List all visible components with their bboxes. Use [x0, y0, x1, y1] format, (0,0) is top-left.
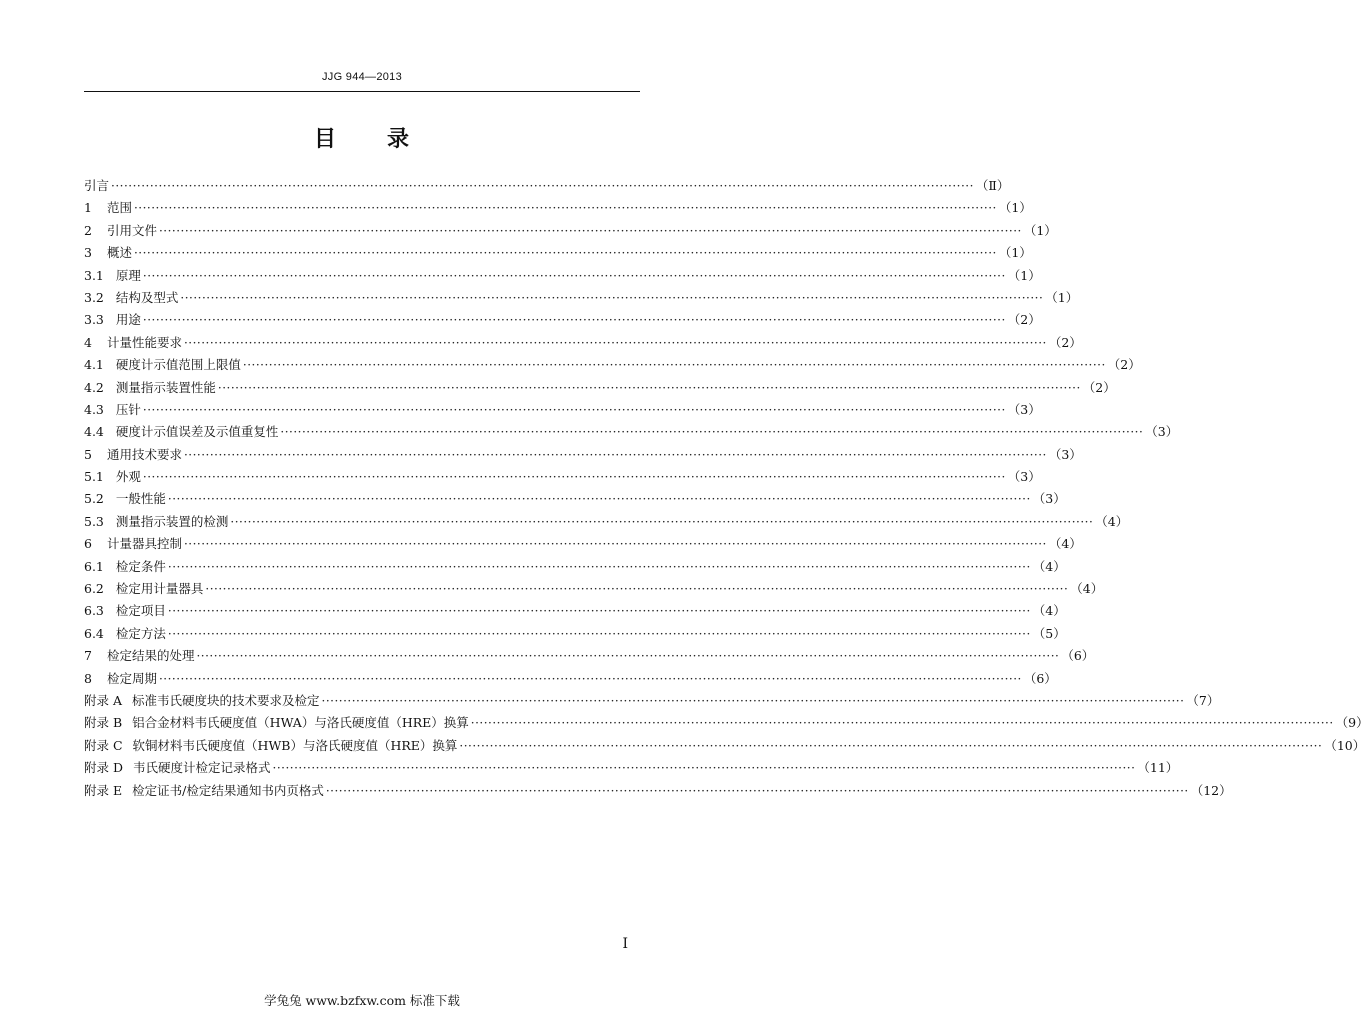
toc-entry[interactable]	[84, 377, 1116, 399]
toc-entry-label: 检定周期	[106, 670, 157, 686]
toc-entry-label: 检定结果的处理	[106, 648, 195, 664]
toc-entry[interactable]	[84, 175, 1010, 197]
toc-entry-number: 附录 B	[84, 715, 123, 731]
toc-entry-label: 外观	[115, 469, 141, 485]
toc-entry-number: 4.2	[84, 379, 104, 395]
toc-entry-page: （1）	[1007, 267, 1041, 283]
toc-entry-number: 6	[84, 536, 92, 552]
toc-entry-number: 5	[84, 446, 92, 462]
toc-leader-dots: ········································································································································································································	[158, 223, 1022, 238]
toc-leader-dots: ········································································································································································································	[242, 358, 1106, 373]
toc-entry-number: 4.3	[84, 401, 104, 417]
toc-entry-label: 检定证书/检定结果通知书内页格式	[132, 782, 324, 798]
toc-entry[interactable]	[84, 578, 1104, 600]
toc-entry[interactable]	[84, 444, 1082, 466]
toc-entry[interactable]	[84, 780, 1232, 802]
toc-entry-number: 4	[84, 334, 92, 350]
toc-entry-label: 范围	[106, 200, 132, 216]
page-title	[0, 122, 724, 153]
toc-leader-dots: ········································································································································································································	[183, 537, 1047, 552]
toc-entry[interactable]	[84, 533, 1082, 555]
toc-entry-label: 引言	[84, 178, 110, 193]
toc-leader-dots: ········································································································································································································	[111, 179, 974, 193]
toc-entry-number: 3.2	[84, 289, 104, 305]
toc-entry-page: （1）	[1023, 222, 1057, 238]
toc-entry-number: 8	[84, 670, 92, 686]
toc-entry-number: 1	[84, 200, 92, 216]
toc-entry-page: （9）	[1335, 715, 1369, 731]
toc-entry-number: 3.3	[84, 312, 104, 328]
toc-entry-page: （7）	[1186, 692, 1220, 708]
toc-entry-number: 附录 A	[84, 692, 123, 708]
toc-entry-page: （1）	[1045, 289, 1079, 305]
table-of-contents	[84, 175, 1369, 802]
toc-entry-label: 检定项目	[115, 603, 166, 619]
toc-entry-number: 4.4	[84, 424, 104, 440]
toc-entry-number: 附录 E	[84, 782, 123, 798]
toc-entry-page: （3）	[1032, 491, 1066, 507]
toc-entry[interactable]	[84, 600, 1066, 622]
toc-leader-dots: ········································································································································································································	[325, 783, 1189, 798]
toc-entry-page: （5）	[1032, 625, 1066, 641]
toc-entry-label: 通用技术要求	[106, 446, 182, 462]
header-divider	[84, 91, 640, 92]
toc-entry-label: 软铜材料韦氏硬度值（HWB）与洛氏硬度值（HRE）换算	[132, 737, 458, 753]
watermark-text: 学兔兔 www.bzfxw.com 标准下载	[264, 993, 460, 1008]
toc-leader-dots: ········································································································································································································	[459, 738, 1323, 753]
toc-leader-dots: ········································································································································································································	[321, 693, 1185, 708]
toc-entry-number: 6.3	[84, 603, 104, 619]
toc-entry-number: 6.4	[84, 625, 104, 641]
toc-entry-number: 6.1	[84, 558, 104, 574]
toc-entry-page: （3）	[1145, 424, 1179, 440]
toc-entry[interactable]	[84, 488, 1066, 510]
toc-entry-page: （3）	[1007, 401, 1041, 417]
document-code: JJG 944—2013	[321, 71, 403, 83]
toc-entry[interactable]	[84, 623, 1066, 645]
toc-entry-label: 测量指示装置性能	[115, 379, 216, 395]
toc-entry-number: 5.3	[84, 513, 104, 529]
toc-entry-page: （1）	[998, 245, 1032, 261]
toc-entry-label: 检定方法	[115, 625, 166, 641]
toc-entry-page: （4）	[1095, 513, 1129, 529]
toc-entry-label: 韦氏硬度计检定记录格式	[133, 760, 271, 776]
toc-entry-number: 3.1	[84, 267, 104, 283]
toc-entry-label: 计量器具控制	[106, 536, 182, 552]
toc-entry[interactable]	[84, 645, 1095, 667]
toc-entry[interactable]	[84, 309, 1041, 331]
toc-entry[interactable]	[84, 511, 1129, 533]
toc-entry-number: 3	[84, 245, 92, 261]
toc-entry-number: 6.2	[84, 581, 104, 597]
toc-entry-page: （4）	[1032, 603, 1066, 619]
toc-leader-dots: ········································································································································································································	[167, 604, 1031, 619]
toc-entry[interactable]	[84, 668, 1057, 690]
toc-entry-page: （4）	[1070, 581, 1104, 597]
toc-entry[interactable]	[84, 220, 1057, 242]
toc-entry-label: 铝合金材料韦氏硬度值（HWA）与洛氏硬度值（HRE）换算	[132, 715, 469, 731]
toc-entry-number: 附录 C	[84, 737, 123, 753]
toc-leader-dots: ········································································································································································································	[142, 402, 1006, 417]
toc-leader-dots: ········································································································································································································	[158, 671, 1022, 686]
toc-entry[interactable]	[84, 399, 1041, 421]
toc-leader-dots: ········································································································································································································	[167, 626, 1031, 641]
toc-leader-dots: ········································································································································································································	[133, 201, 997, 216]
toc-entry-page: （2）	[1107, 357, 1141, 373]
toc-entry[interactable]	[84, 757, 1179, 779]
toc-entry-page: （Ⅱ）	[975, 178, 1010, 193]
toc-leader-dots: ········································································································································································································	[167, 492, 1031, 507]
toc-entry-label: 压针	[115, 401, 141, 417]
toc-leader-dots: ········································································································································································································	[230, 514, 1094, 529]
toc-entry-page: （11）	[1137, 760, 1179, 776]
toc-entry-label: 概述	[106, 245, 132, 261]
toc-entry-number: 5.1	[84, 469, 104, 485]
toc-entry[interactable]	[84, 242, 1032, 264]
toc-entry-page: （3）	[1007, 469, 1041, 485]
toc-entry-label: 引用文件	[106, 222, 157, 238]
toc-entry-page: （12）	[1190, 782, 1232, 798]
toc-entry[interactable]	[84, 332, 1082, 354]
toc-entry-page: （2）	[1048, 334, 1082, 350]
toc-entry-number: 5.2	[84, 491, 104, 507]
toc-entry-page: （4）	[1048, 536, 1082, 552]
toc-leader-dots: ········································································································································································································	[272, 761, 1136, 776]
toc-entry-page: （2）	[1007, 312, 1041, 328]
toc-entry-page: （4）	[1032, 558, 1066, 574]
toc-leader-dots: ········································································································································································································	[470, 716, 1334, 731]
toc-entry-label: 原理	[115, 267, 141, 283]
toc-leader-dots: ········································································································································································································	[142, 470, 1006, 485]
toc-leader-dots: ········································································································································································································	[167, 559, 1031, 574]
toc-entry-label: 标准韦氏硬度块的技术要求及检定	[132, 692, 320, 708]
title-part-1: 目	[313, 127, 337, 152]
toc-entry[interactable]	[84, 712, 1369, 734]
toc-entry-label: 结构及型式	[115, 289, 179, 305]
toc-leader-dots: ········································································································································································································	[183, 447, 1047, 462]
toc-leader-dots: ········································································································································································································	[217, 380, 1081, 395]
toc-entry[interactable]	[84, 690, 1220, 712]
toc-leader-dots: ········································································································································································································	[133, 246, 997, 261]
toc-entry[interactable]	[84, 354, 1141, 376]
toc-leader-dots: ········································································································································································································	[180, 290, 1044, 305]
toc-entry[interactable]	[84, 197, 1032, 219]
toc-entry[interactable]	[84, 287, 1079, 309]
toc-entry-page: （10）	[1324, 737, 1366, 753]
toc-leader-dots: ········································································································································································································	[196, 649, 1060, 664]
toc-leader-dots: ········································································································································································································	[205, 582, 1069, 597]
toc-entry-page: （1）	[998, 200, 1032, 216]
toc-entry-number: 7	[84, 648, 92, 664]
toc-leader-dots: ········································································································································································································	[183, 335, 1047, 350]
toc-entry-label: 一般性能	[115, 491, 166, 507]
toc-entry-label: 计量性能要求	[106, 334, 182, 350]
toc-leader-dots: ········································································································································································································	[142, 313, 1006, 328]
toc-entry-label: 检定条件	[115, 558, 166, 574]
toc-entry-page: （2）	[1082, 379, 1116, 395]
toc-entry[interactable]	[84, 466, 1041, 488]
toc-entry-label: 用途	[115, 312, 141, 328]
toc-entry-number: 2	[84, 222, 92, 238]
toc-entry-page: （6）	[1061, 648, 1095, 664]
toc-entry-page: （6）	[1023, 670, 1057, 686]
toc-entry[interactable]	[84, 735, 1366, 757]
toc-entry[interactable]	[84, 556, 1066, 578]
toc-entry-number: 附录 D	[84, 760, 123, 776]
toc-entry[interactable]	[84, 421, 1179, 443]
toc-entry[interactable]	[84, 265, 1041, 287]
page-number: I	[622, 936, 628, 952]
toc-leader-dots: ········································································································································································································	[280, 425, 1144, 440]
toc-entry-label: 硬度计示值范围上限值	[115, 357, 241, 373]
toc-entry-label: 检定用计量器具	[115, 581, 204, 597]
toc-leader-dots: ········································································································································································································	[142, 268, 1006, 283]
title-part-2: 录	[387, 127, 411, 152]
toc-entry-page: （3）	[1048, 446, 1082, 462]
toc-entry-label: 测量指示装置的检测	[115, 513, 229, 529]
toc-entry-number: 4.1	[84, 357, 104, 373]
toc-entry-label: 硬度计示值误差及示值重复性	[115, 424, 279, 440]
